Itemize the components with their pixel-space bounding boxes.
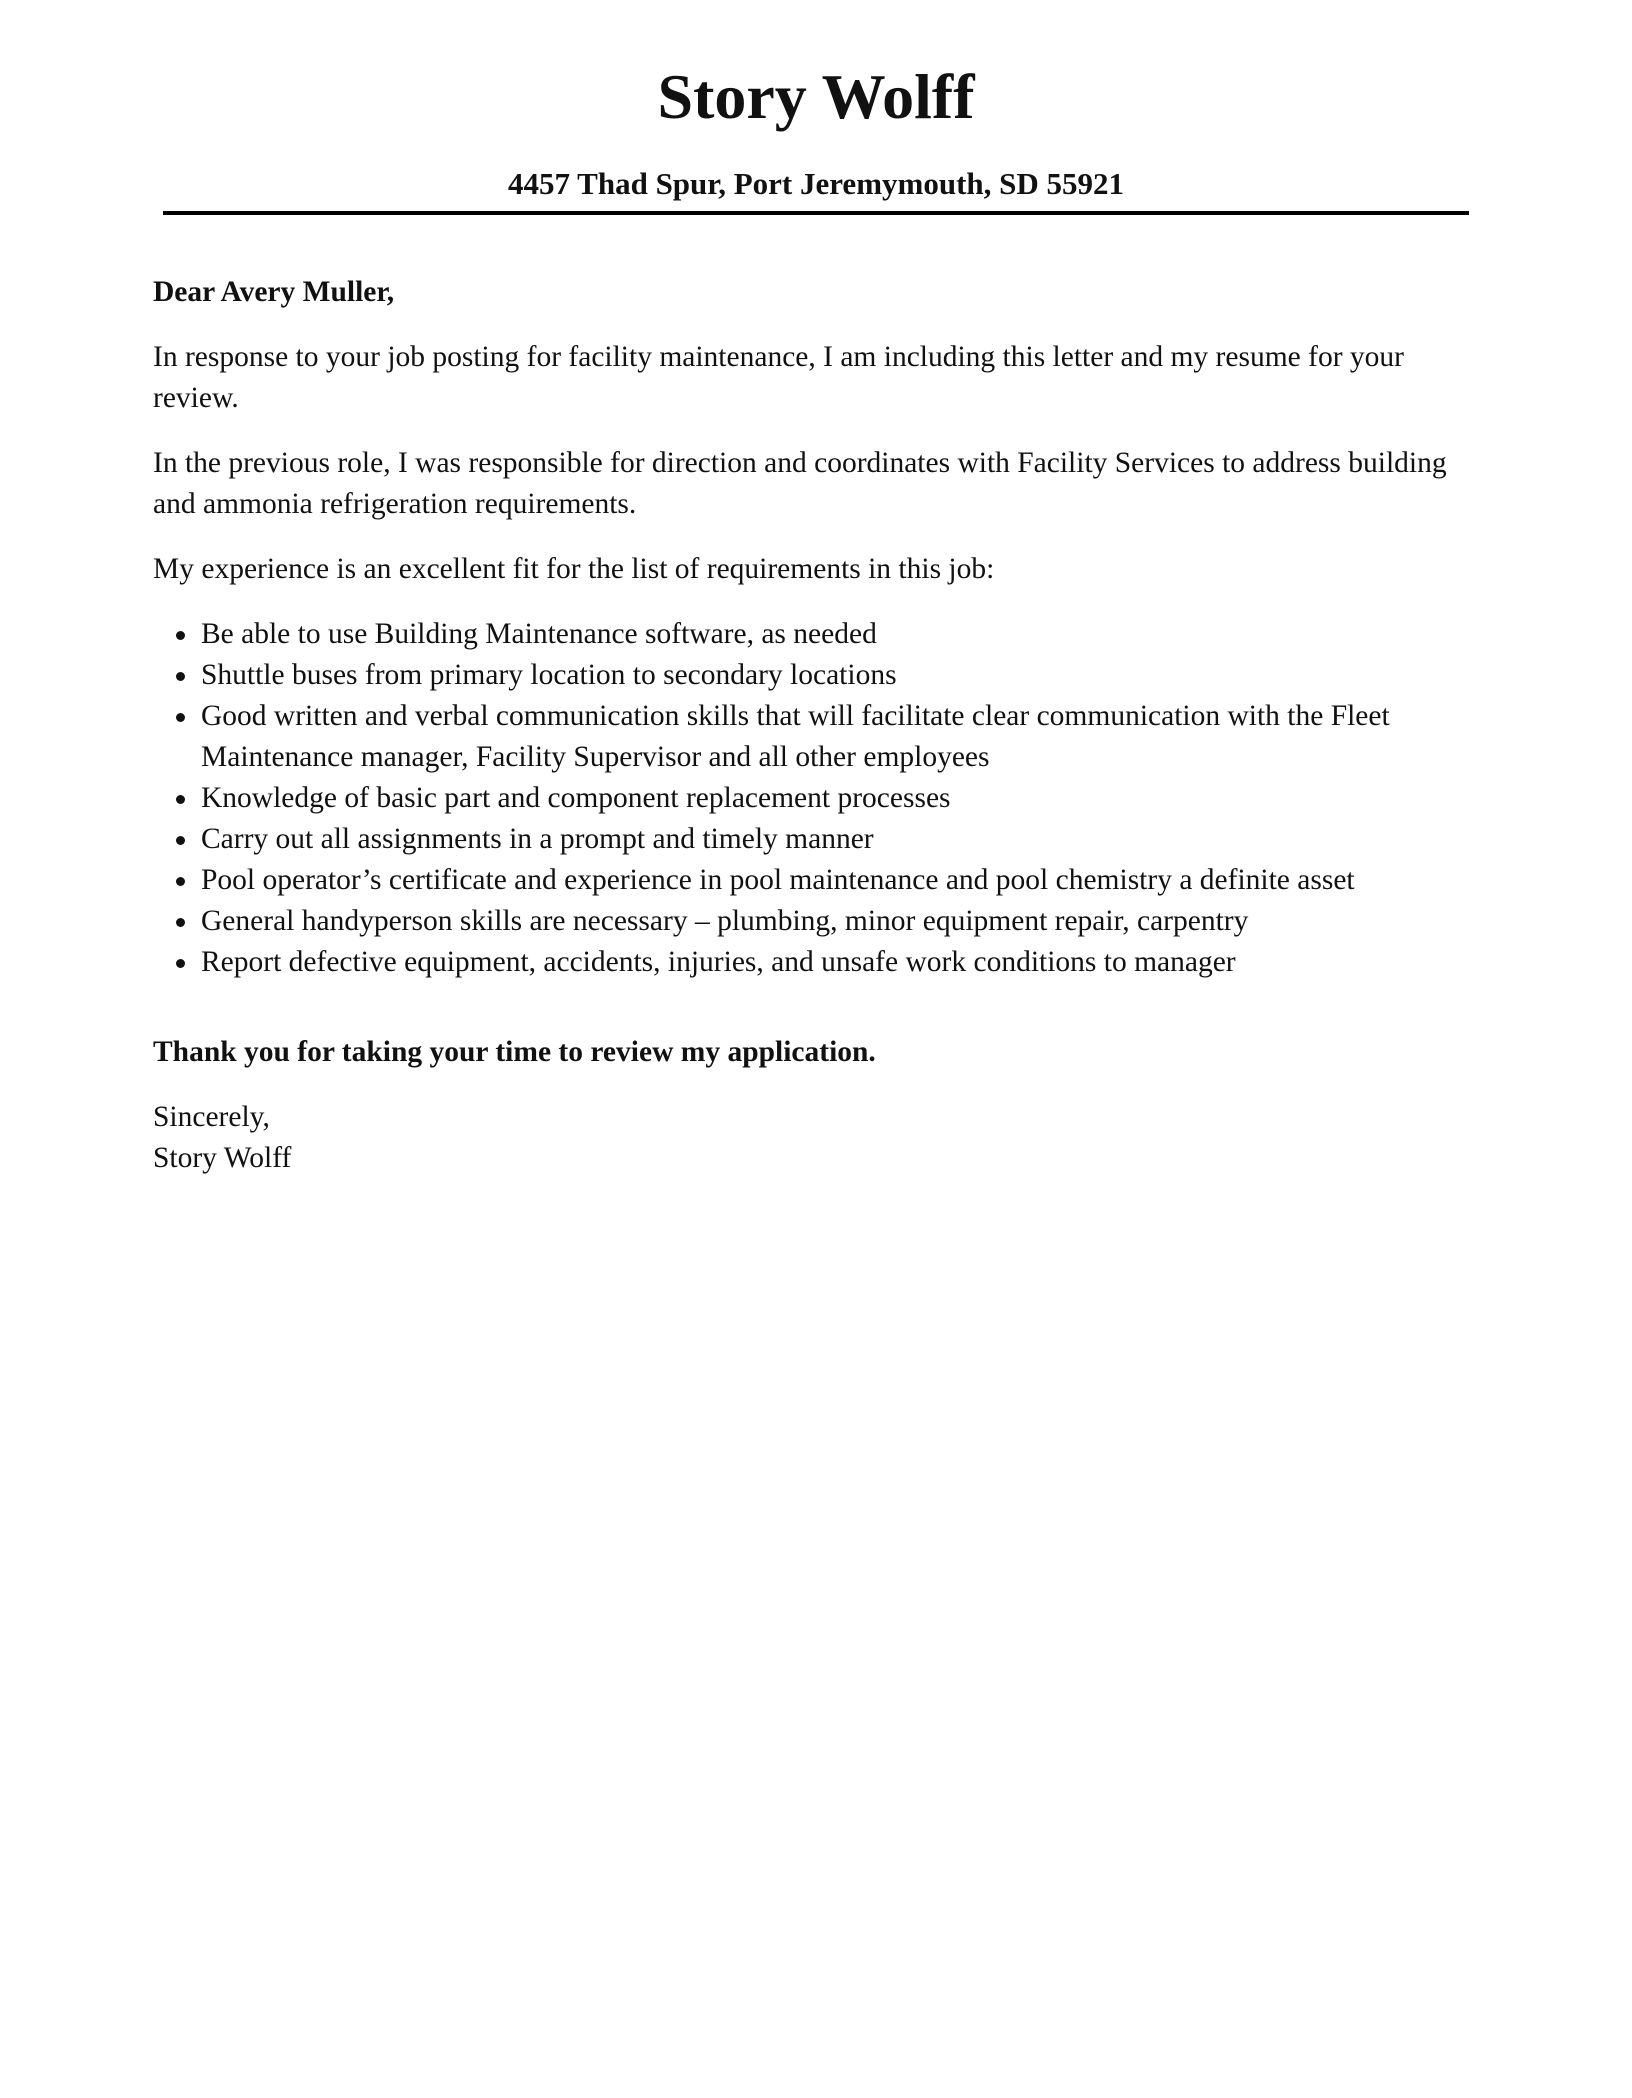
list-item	[153, 901, 1483, 942]
requirement-text: Knowledge of basic part and component replacement processes	[201, 782, 951, 814]
intro-paragraph: In response to your job posting for facility maintenance, I am including this letter and my resume for your review.	[153, 341, 1404, 414]
sender-name: Story Wolff	[657, 61, 975, 132]
bullet-icon	[176, 631, 185, 640]
closing-line: Thank you for taking your time to review my application.	[153, 1036, 876, 1068]
header-divider	[163, 211, 1469, 215]
list-item	[153, 942, 1483, 983]
requirements-list	[153, 614, 1483, 983]
experience-paragraph: My experience is an excellent fit for the list of requirements in this job:	[153, 553, 995, 585]
requirement-text: Be able to use Building Maintenance software, as needed	[201, 618, 877, 650]
bullet-icon	[176, 836, 185, 845]
signoff: Sincerely,	[153, 1101, 270, 1133]
bullet-icon	[176, 672, 185, 681]
requirement-text: Shuttle buses from primary location to secondary locations	[201, 659, 897, 691]
requirement-text: Report defective equipment, accidents, injuries, and unsafe work conditions to manager	[201, 946, 1236, 978]
sender-address: 4457 Thad Spur, Port Jeremymouth, SD 55921	[507, 166, 1125, 201]
requirement-text: Good written and verbal communication skills that will facilitate clear communication with the Fleet Maintenance manager, Facility Supervisor and all other employees	[201, 700, 1390, 773]
requirement-text: General handyperson skills are necessary – plumbing, minor equipment repair, carpentry	[201, 905, 1249, 937]
bullet-icon	[176, 877, 185, 886]
bullet-icon	[176, 713, 185, 722]
list-item	[153, 696, 1483, 778]
list-item	[153, 860, 1483, 901]
list-item	[153, 819, 1483, 860]
bullet-icon	[176, 795, 185, 804]
list-item	[153, 614, 1483, 655]
letter-body	[153, 272, 1483, 1179]
previous-role-paragraph: In the previous role, I was responsible for direction and coordinates with Facility Services to address building and ammonia refrigeration requirements.	[153, 447, 1447, 520]
list-item	[153, 778, 1483, 819]
salutation: Dear Avery Muller,	[153, 276, 395, 308]
requirement-text: Carry out all assignments in a prompt and timely manner	[201, 823, 874, 855]
bullet-icon	[176, 918, 185, 927]
signature-name: Story Wolff	[153, 1142, 292, 1174]
requirement-text: Pool operator’s certificate and experience in pool maintenance and pool chemistry a definite asset	[201, 864, 1355, 896]
bullet-icon	[176, 959, 185, 968]
list-item	[153, 655, 1483, 696]
